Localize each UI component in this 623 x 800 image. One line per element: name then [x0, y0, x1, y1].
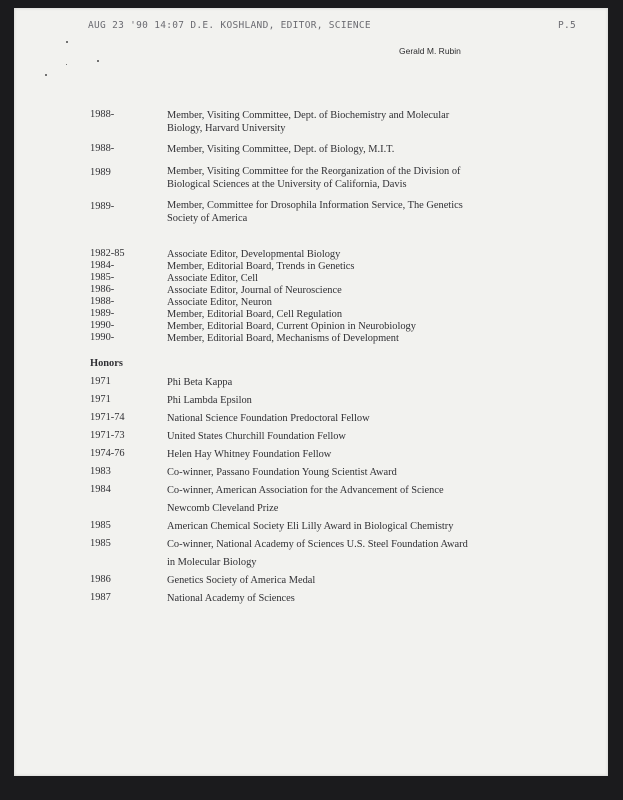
honor-year: 1971-73 [90, 430, 125, 441]
honor-year: 1971 [90, 376, 111, 387]
editorial-entry: Associate Editor, Journal of Neuroscience [167, 285, 342, 296]
editorial-year: 1990- [90, 320, 115, 331]
editorial-entry: Member, Editorial Board, Current Opinion in Neurobiology [167, 321, 416, 332]
honor-entry: Co-winner, National Academy of Sciences U.S. Steel Foundation Award [167, 539, 468, 550]
committee-year: 1988- [90, 109, 115, 120]
committee-entry [167, 199, 527, 225]
honor-entry: United States Churchill Foundation Fellow [167, 431, 346, 442]
honor-year: 1987 [90, 592, 111, 603]
committee-line: Member, Visiting Committee, Dept. of Biology, M.I.T. [167, 144, 395, 155]
honor-entry: American Chemical Society Eli Lilly Award in Biological Chemistry [167, 521, 454, 532]
honor-entry: in Molecular Biology [167, 557, 257, 568]
editorial-entry: Associate Editor, Cell [167, 273, 259, 284]
fax-header-info: AUG 23 '90 14:07 D.E. KOSHLAND, EDITOR, SCIENCE [88, 20, 371, 31]
honor-entry: Newcomb Cleveland Prize [167, 503, 279, 514]
committee-line: Member, Committee for Drosophila Information Service, The Genetics [167, 200, 463, 211]
committee-line: Member, Visiting Committee, Dept. of Biochemistry and Molecular [167, 110, 450, 121]
editorial-entry: Member, Editorial Board, Cell Regulation [167, 309, 343, 320]
document-page [14, 8, 608, 776]
honor-year: 1983 [90, 466, 111, 477]
editorial-year: 1990- [90, 332, 115, 343]
editorial-entry: Associate Editor, Neuron [167, 297, 272, 308]
committee-line: Biological Sciences at the University of California, Davis [167, 179, 407, 190]
honor-entry: Genetics Society of America Medal [167, 575, 316, 586]
editorial-year: 1984- [90, 260, 115, 271]
honors-heading: Honors [90, 358, 123, 369]
honor-entry: Co-winner, Passano Foundation Young Scientist Award [167, 467, 397, 478]
honor-year: 1971 [90, 394, 111, 405]
editorial-year: 1985- [90, 272, 115, 283]
editorial-year: 1989- [90, 308, 115, 319]
committee-year: 1989 [90, 167, 111, 178]
editorial-year: 1986- [90, 284, 115, 295]
honor-entry: National Academy of Sciences [167, 593, 295, 604]
committee-line: Society of America [167, 213, 248, 224]
honor-entry: Phi Beta Kappa [167, 377, 233, 388]
editorial-entry: Associate Editor, Developmental Biology [167, 249, 341, 260]
honor-entry: Helen Hay Whitney Foundation Fellow [167, 449, 332, 460]
editorial-year: 1982-85 [90, 248, 125, 259]
committee-year: 1988- [90, 143, 115, 154]
cv-content [14, 8, 608, 776]
honor-entry: Co-winner, American Association for the Advancement of Science [167, 485, 444, 496]
honor-entry: National Science Foundation Predoctoral Fellow [167, 413, 370, 424]
honor-year: 1974-76 [90, 448, 125, 459]
honor-entry: Phi Lambda Epsilon [167, 395, 252, 406]
honor-year: 1985 [90, 538, 111, 549]
committee-year: 1989- [90, 201, 115, 212]
editorial-entry: Member, Editorial Board, Mechanisms of Development [167, 333, 399, 344]
honor-year: 1971-74 [90, 412, 125, 423]
editorial-entry: Member, Editorial Board, Trends in Genetics [167, 261, 355, 272]
committee-entry [167, 165, 527, 191]
committee-line: Biology, Harvard University [167, 123, 286, 134]
committee-line: Member, Visiting Committee for the Reorganization of the Division of [167, 166, 461, 177]
honor-year: 1986 [90, 574, 111, 585]
honor-year: 1985 [90, 520, 111, 531]
fax-page-number: P.5 [557, 20, 576, 31]
editorial-year: 1988- [90, 296, 115, 307]
committee-entry [167, 143, 527, 156]
committee-entry [167, 109, 527, 135]
author-name: Gerald M. Rubin [399, 46, 461, 56]
honor-year: 1984 [90, 484, 111, 495]
